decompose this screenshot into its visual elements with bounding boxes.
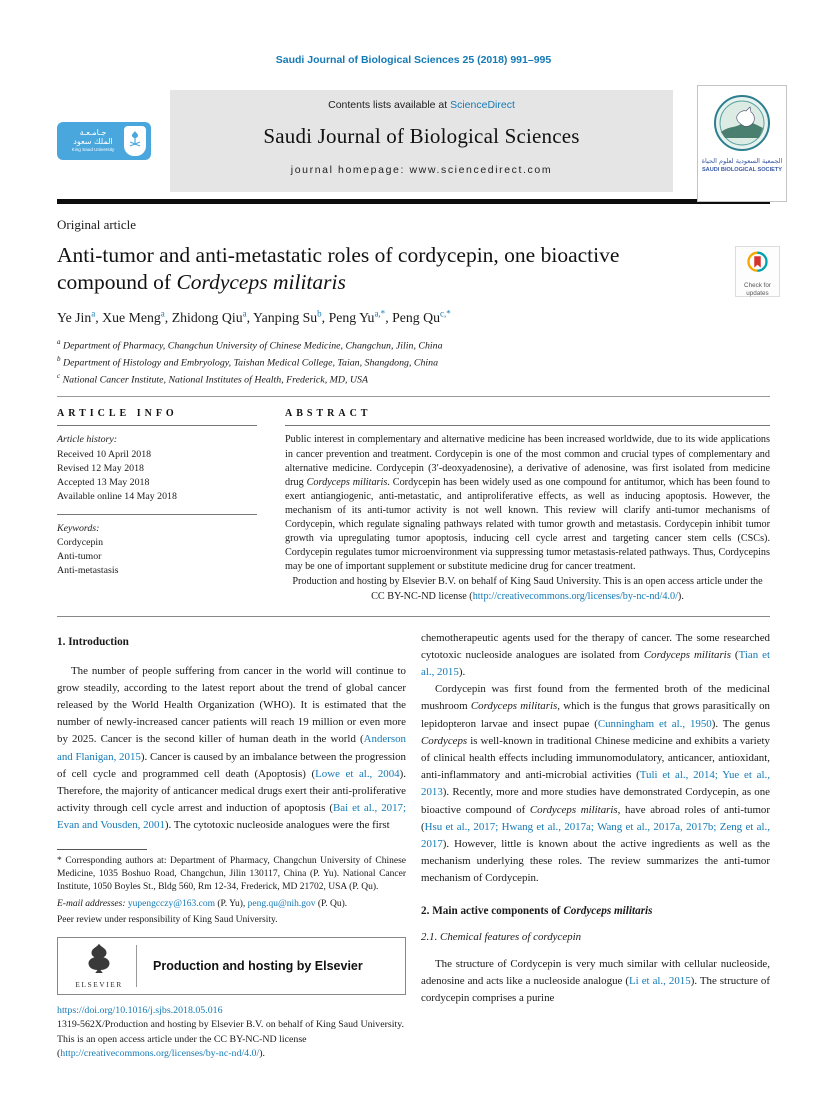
author[interactable]: Zhidong Qiu$^a$, [171,308,253,326]
sbs-arabic-name: الجمعية السعودية لعلوم الحياة [701,157,783,165]
author-list [57,309,770,327]
author[interactable]: Ye Jin$^a$, [57,308,103,326]
check-updates-icon [744,250,771,277]
check-badge-line1: Check for [744,282,771,289]
production-hosting-box [57,937,406,995]
sbs-emblem-icon [713,94,771,152]
left-column [57,630,406,1062]
body-paragraph: chemotherapeutic agents used for the therapy of cancer. The some researched cytotoxic nucleoside analogues are isolated from Cordyceps militaris (Tian et al., 2015). [421,631,770,679]
ksu-english-name: King Saud University [71,146,115,152]
corresponding-author-note: * Corresponding authors at: Department of Pharmacy, Changchun University of Chinese Medicine, 1035 Boshuo Road, Changchun, Jilin 130117, China (P. Yu). National Cancer Institute, 1050 Boyles St., Bldg 560, Rm 12-34, Frederick, MD 21702, USA (P. Qu). [57,855,406,893]
footnote-block [57,849,406,928]
section21-heading: 2.1. Chemical features of cordycepin [421,930,582,943]
abstract-heading: ABSTRACT [285,408,372,420]
journal-homepage-link[interactable]: journal homepage: www.sciencedirect.com [290,164,553,176]
ksu-arabic-line2: الملك سعود [73,136,113,146]
journal-title: Saudi Journal of Biological Sciences [263,124,580,148]
saudi-biological-society-logo [697,85,787,202]
keyword: Anti-metastasis [57,565,119,577]
king-saud-university-logo [57,122,151,160]
sbs-english-name: SAUDI BIOLOGICAL SOCIETY [701,167,783,173]
check-for-updates-badge[interactable] [735,246,780,297]
article-history-label: Article history: [57,434,118,446]
vertical-divider [136,945,137,987]
footer-license-line[interactable]: This is an open access article under the CC BY-NC-ND license (http://creativecommons.org/licenses/by-nc-nd/4.0/). [57,1033,307,1060]
keyword: Anti-tumor [57,550,102,562]
footnote-divider [57,849,147,850]
journal-header [57,90,783,192]
page-footer [57,1004,406,1062]
keyword: Cordycepin [57,536,104,548]
affiliation: $^a$ Department of Pharmacy, Changchun University of Chinese Medicine, Changchun, Jilin, China [57,338,443,352]
ksu-arabic-line1: جـامـعـة [79,128,107,138]
affiliation-divider [57,396,770,397]
elsevier-logo [68,942,130,989]
body-paragraph: The structure of Cordycepin is very much similar with cellular nucleoside, adenosine and acts like a nucleoside analogue (Li et al., 2015). The structure of cordycepin comprises a purine [421,957,770,1005]
journal-masthead [170,90,673,192]
production-hosting-label: Production and hosting by Elsevier [153,958,363,973]
affiliation: $^b$ Department of Histology and Embryology, Taishan Medical College, Taian, Shangdong, China [57,354,439,369]
article-title: Anti-tumor and anti-metastatic roles of cordycepin, one bioactive compound of Cordyceps militaris [57,242,620,294]
section2-heading: 2. Main active components of Cordyceps militaris [421,904,653,917]
journal-citation[interactable]: Saudi Journal of Biological Sciences 25 (2018) 991–995 [275,54,552,66]
issn-copyright-line: 1319-562X/Production and hosting by Elsevier B.V. on behalf of King Saud University. [57,1019,404,1031]
check-badge-line2: updates [746,289,769,297]
right-column [421,630,770,1062]
article-body [57,630,770,1062]
email-addresses-line[interactable]: E-mail addresses: yupengcczy@163.com (P. Yu), peng.qu@nih.gov (P. Qu). [57,898,348,909]
section-divider [57,616,770,617]
author[interactable]: Xue Meng$^a$, [102,308,172,326]
author[interactable]: Peng $Yu^{a,*}$, [328,308,393,326]
doi-link[interactable]: https://doi.org/10.1016/j.sjbs.2018.05.016 [57,1004,223,1016]
affiliation: $^c$ National Cancer Institute, National Institutes of Health, Frederick, MD, USA [57,371,369,385]
elsevier-wordmark: ELSEVIER [75,980,123,990]
article-info-heading: ARTICLE INFO [57,408,178,420]
ksu-logo-area [57,90,170,192]
elsevier-tree-icon [84,942,114,974]
peer-review-note: Peer review under responsibility of King Saud University. [57,915,278,926]
introduction-heading: 1. Introduction [57,635,129,648]
affiliations [57,336,770,386]
abstract-license-text[interactable]: Production and hosting by Elsevier B.V. on behalf of King Saud University. This is an open access article under the CC BY-NC-ND license (http://creativecommons.org/licenses/by-nc-nd/4.0/). [292,576,763,602]
author[interactable]: Peng $Qu^{c,*}$ [392,308,451,326]
introduction-paragraph: The number of people suffering from cancer in the world will continue to grow steadily, according to the latest report about the trend of global cancer released by the World Health Organization (WHO). It is estimated that the number of newly-increased cancer patients will reach 19 million or even more by 2025. Cancer is the second killer of human death in the world (Anderson and Flanigan, 2015). Cancer is caused by an imbalance between the progression of cell cycle and programmed cell death (Apoptosis) (Lowe et al., 2004). Therefore, the majority of anticancer medical drugs exert their anti-proliferative activity through cell cycle arrest and induction of apoptosis (Bai et al., 2017; Evan and Vousden, 2001). The cytotoxic nucleoside analogues were the first [57,664,407,832]
contents-lists-text: Contents lists available at [328,99,451,111]
header-divider-bar [57,199,770,204]
keywords-label: Keywords: [57,522,100,534]
abstract-column [285,408,770,603]
history-item: Accepted 13 May 2018 [57,477,150,489]
article-type-label: Original article [57,216,137,232]
abstract-text: Public interest in complementary and alternative medicine has been increased worldwide, due to its wide applications in cancer prevention and treatment. Cordycepin is one of the most common and crucial types of complementary and alternative medicine. Cordycepin (3′-deoxyadenosine), a derivative of adenosine, was first isolated from medicine drug Cordyceps militaris. Cordycepin has been widely used as one compound for antitumor, which has been found to exert antiangiogenic, anti-metastatic, and antiproliferative effects, as well as inducing apoptosis. However, the mechanism of its anti-tumor activity is not well known. This review will clarify anti-tumor mechanisms of Cordycepin, which regulate signaling pathways related with tumor growth and metastasis. Cordycepin inhibit tumor growth via upregulating tumor apoptosis, inducing cell cycle arrest and targeting cancer stem cells (CSCs). Cordycepin regulates tumor microenvironment via suppressing tumor metastasis-related pathways. Thus, Cordycepins may be one of important supplement or substitute medicine drug for cancer treatment. [285,434,770,573]
body-paragraph: Cordycepin was first found from the fermented broth of the medicinal mushroom Cordyceps militaris, which is the fungus that grows parasitically on lepidopteron larvae and insect pupae (Cunningham et al., 1950). The genus Cordyceps is well-known in traditional Chinese medicine and exhibits a variety of clinical health effects including immunomodulatory, anticancer, antioxidant, anti-inflammatory and anti-microbial activities (Tuli et al., 2014; Yue et al., 2013). Recently, more and more studies have demonstrated Cordycepin, as one bioactive compound of Cordyceps militaris, have abroad roles of anti-tumor (Hsu et al., 2017; Hwang et al., 2017a; Wang et al., 2017a, 2017b; Zeng et al., 2017). However, little is known about the active ingredients as well as the mechanism underlying these roles. The review summarizes the anti-tumor mechanism of Cordycepin. [421,683,771,885]
history-item: Revised 12 May 2018 [57,462,144,474]
ksu-shield-icon [124,126,146,156]
sciencedirect-link[interactable]: ScienceDirect [450,99,515,111]
article-info-column [57,408,257,603]
info-abstract-section [57,408,770,603]
author[interactable]: Yanping Su$^b$, [253,308,329,326]
history-item: Available online 14 May 2018 [57,491,177,503]
history-item: Received 10 April 2018 [57,448,152,460]
